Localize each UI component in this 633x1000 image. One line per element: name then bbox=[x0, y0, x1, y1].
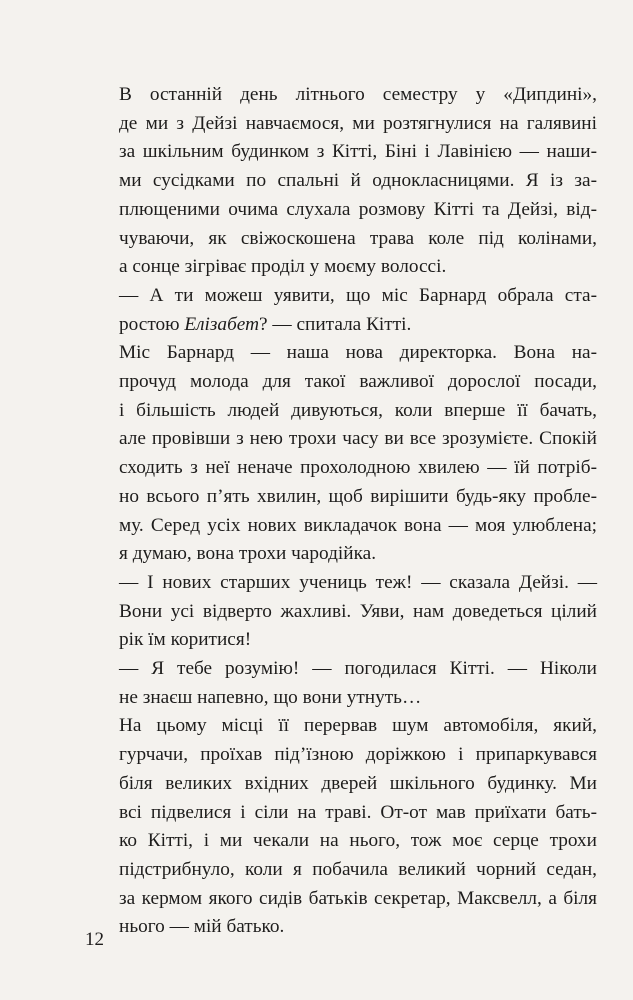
text-line: но всього п’ять хвилин, щоб вирішити будь-яку пробле- bbox=[119, 485, 597, 507]
text-line: я думаю, вона трохи чародійка. bbox=[119, 543, 377, 565]
text-line: плющеними очима слухала розмову Кітті та Дейзі, від- bbox=[119, 198, 597, 220]
text-line: за шкільним будинком з Кітті, Біні і Лавінією — наши- bbox=[119, 141, 597, 163]
text-line: — Я тебе розумію! — погодилася Кітті. — Ніколи bbox=[119, 658, 597, 680]
text-line: не знаєш напевно, що вони утнуть… bbox=[119, 686, 422, 708]
text-line: му. Серед усіх нових викладачок вона — моя улюблена; bbox=[119, 514, 597, 536]
text-line: але провівши з нею трохи часу ви все зрозумієте. Спокій bbox=[119, 428, 597, 450]
page-number: 12 bbox=[85, 929, 104, 950]
text-line: — І нових старших учениць теж! — сказала Дейзі. — bbox=[119, 571, 597, 593]
text-line: всі підвелися і сіли на траві. От-от мав приїхати бать- bbox=[119, 801, 597, 823]
text-line-with-italic: ростою Елізабет? — спитала Кітті. bbox=[119, 313, 412, 335]
text-line: сходить з неї неначе прохолодною хвилею — їй потріб- bbox=[119, 457, 597, 479]
text-line: нього — мій батько. bbox=[119, 916, 285, 938]
paragraph-4 bbox=[85, 569, 597, 655]
text-line: гурчачи, проїхав під’їзною доріжкою і припаркувався bbox=[119, 744, 597, 766]
text-line: В останній день літнього семестру у «Дипдині», bbox=[119, 84, 597, 105]
text-line: На цьому місці її перервав шум автомобіля, який, bbox=[119, 715, 597, 737]
paragraph-2 bbox=[85, 282, 597, 339]
text-line: за кермом якого сидів батьків секретар, Максвелл, а біля bbox=[119, 887, 597, 909]
text-line: Вони усі відверто жахливі. Уяви, нам доведеться цілий bbox=[119, 600, 597, 622]
text-line: рік їм коритися! bbox=[119, 629, 252, 651]
paragraph-1 bbox=[85, 81, 597, 282]
text-line: де ми з Дейзі навчаємося, ми розтягнулися на галявині bbox=[119, 112, 597, 134]
text-line: прочуд молода для такої важливої дорослої посади, bbox=[119, 371, 597, 393]
body-text bbox=[85, 81, 597, 942]
text-line: ко Кітті, і ми чекали на нього, тож моє серце трохи bbox=[119, 830, 597, 852]
paragraph-3 bbox=[85, 339, 597, 569]
text-line: — А ти можеш уявити, що міс Барнард обрала ста- bbox=[119, 284, 597, 306]
text-line: і більшість людей дивуються, коли вперше її бачать, bbox=[119, 399, 597, 421]
text-line: ми сусідками по спальні й однокласницями. Я із за- bbox=[119, 170, 597, 192]
text-line: біля великих вхідних дверей шкільного будинку. Ми bbox=[119, 772, 597, 794]
paragraph-6 bbox=[85, 712, 597, 942]
text-line: підстрибнуло, коли я побачила великий чорний седан, bbox=[119, 858, 597, 880]
text-line: Міс Барнард — наша нова директорка. Вона на- bbox=[119, 342, 597, 364]
italic-name: Елізабет bbox=[184, 313, 259, 335]
paragraph-5 bbox=[85, 655, 597, 712]
text-line: а сонце зігріває проділ у моєму волоссі. bbox=[119, 256, 447, 278]
text-line: чуваючи, як свіжоскошена трава коле під колінами, bbox=[119, 227, 597, 249]
